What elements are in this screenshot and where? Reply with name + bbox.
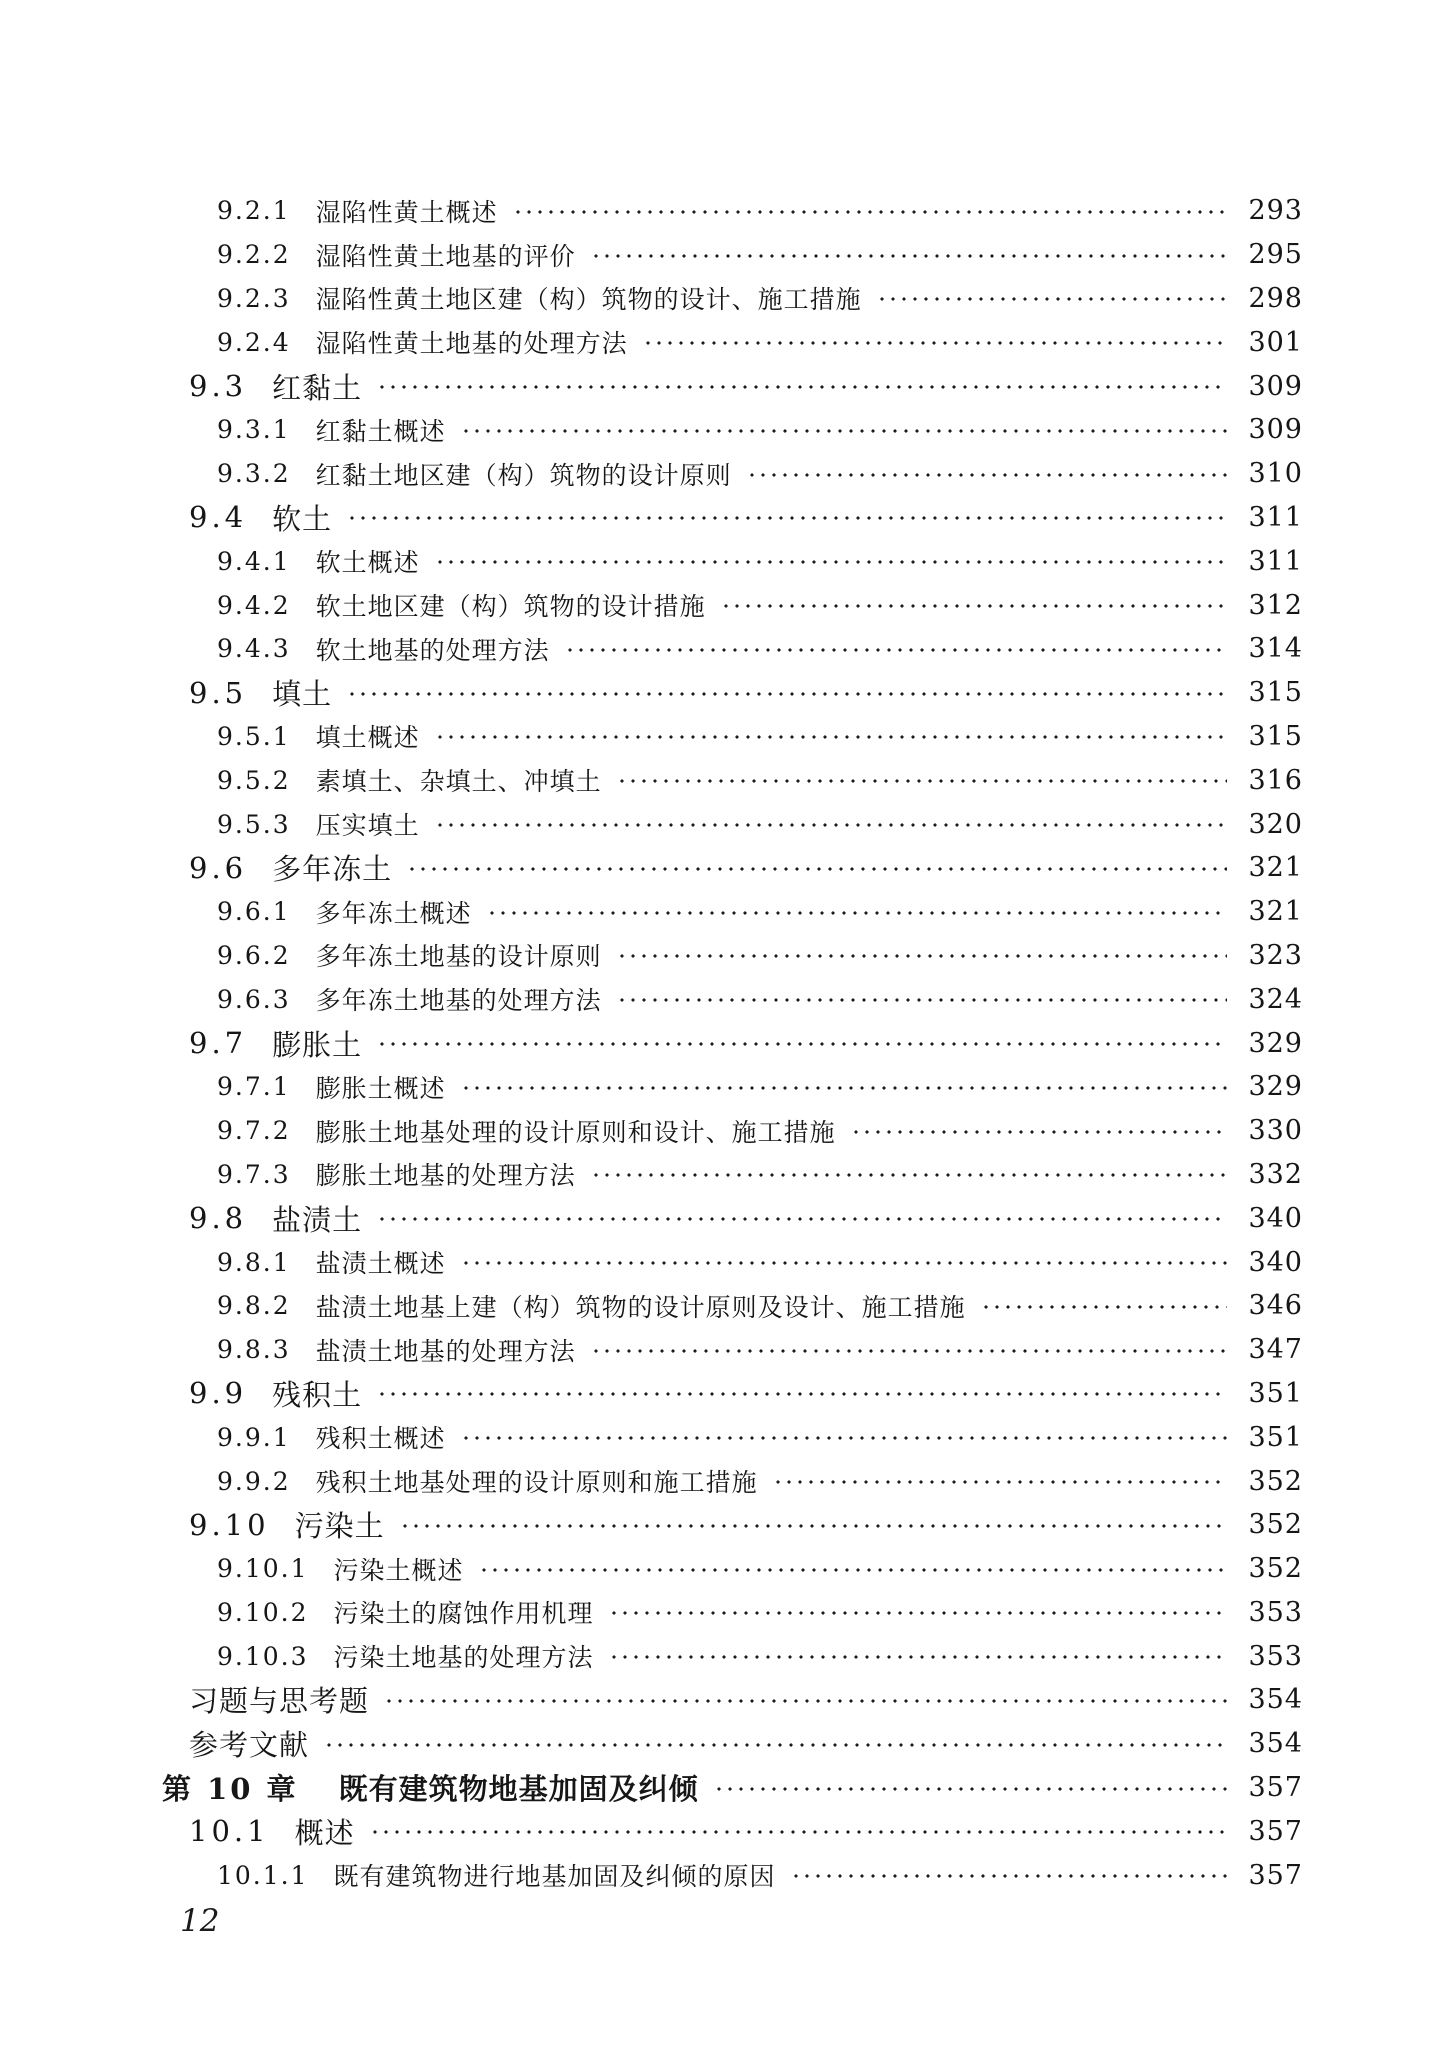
entry-title: 膨胀土概述 <box>315 1073 446 1103</box>
entry-page-number: 332 <box>1248 1158 1303 1190</box>
entry-title: 素填土、杂填土、冲填土 <box>315 767 602 797</box>
toc-entry <box>162 1459 1303 1503</box>
entry-title: 红黏土概述 <box>315 416 446 446</box>
dot-leader <box>378 1381 1227 1407</box>
toc-entry <box>162 802 1303 846</box>
entry-title: 污染土 <box>294 1509 385 1544</box>
entry-number: 9.9.2 <box>217 1466 291 1496</box>
entry-number: 9.4.2 <box>217 590 291 620</box>
entry-number: 9.6.3 <box>217 984 291 1014</box>
dot-leader <box>618 768 1227 794</box>
entry-number: 9.7 <box>189 1026 248 1061</box>
entry-number: 9.8.2 <box>217 1291 291 1321</box>
dot-leader <box>592 243 1227 269</box>
entry-page-number: 316 <box>1248 764 1303 796</box>
toc-entry <box>162 890 1303 934</box>
entry-title: 软土概述 <box>315 548 420 578</box>
dot-leader <box>378 1206 1227 1232</box>
entry-page-number: 309 <box>1248 370 1303 402</box>
entry-page-number: 312 <box>1248 589 1303 621</box>
entry-number: 9.6 <box>189 850 248 885</box>
dot-leader <box>401 1513 1227 1539</box>
entry-number: 9.3.2 <box>217 459 291 489</box>
toc-entry <box>162 1634 1303 1678</box>
entry-number: 9.10.1 <box>217 1554 309 1584</box>
entry-title: 既有建筑物地基加固及纠倾 <box>338 1772 699 1807</box>
entry-title: 软土 <box>272 501 333 536</box>
entry-number: 第 10 章 <box>162 1772 299 1807</box>
toc-entry <box>162 1678 1303 1722</box>
toc-entry <box>162 452 1303 496</box>
dot-leader <box>878 286 1227 312</box>
entry-title: 盐渍土 <box>272 1202 363 1237</box>
entry-number: 9.6.1 <box>217 897 291 927</box>
entry-number: 9.7.2 <box>217 1116 291 1146</box>
dot-leader <box>715 1776 1227 1802</box>
dot-leader <box>436 812 1227 838</box>
dot-leader <box>982 1294 1227 1320</box>
entry-number: 9.7.1 <box>217 1072 291 1102</box>
dot-leader <box>610 1644 1227 1670</box>
toc-entry <box>162 1547 1303 1591</box>
entry-page-number: 351 <box>1248 1421 1303 1453</box>
entry-page-number: 357 <box>1248 1815 1303 1847</box>
toc-entry <box>162 1415 1303 1459</box>
entry-page-number: 321 <box>1248 896 1303 928</box>
dot-leader <box>618 943 1227 969</box>
entry-title: 既有建筑物进行地基加固及纠倾的原因 <box>333 1862 776 1892</box>
entry-number: 9.2.4 <box>217 327 291 357</box>
entry-title: 污染土的腐蚀作用机理 <box>333 1599 594 1629</box>
footer-page-number: 12 <box>180 1903 220 1939</box>
entry-page-number: 352 <box>1248 1509 1303 1541</box>
entry-page-number: 340 <box>1248 1202 1303 1234</box>
entry-page-number: 309 <box>1248 414 1303 446</box>
entry-title: 湿陷性黄土地区建（构）筑物的设计、施工措施 <box>315 285 862 315</box>
toc-entry <box>162 583 1303 627</box>
dot-leader <box>436 549 1227 575</box>
toc-entry <box>162 364 1303 408</box>
dot-leader <box>774 1469 1227 1495</box>
toc-entry <box>162 539 1303 583</box>
entry-title: 湿陷性黄土地基的处理方法 <box>315 329 628 359</box>
entry-number: 9.8.1 <box>217 1247 291 1277</box>
dot-leader <box>566 637 1227 663</box>
entry-title: 软土地区建（构）筑物的设计措施 <box>315 592 706 622</box>
entry-title: 填土 <box>272 677 333 712</box>
entry-number: 9.3 <box>189 369 248 404</box>
toc-entry <box>162 671 1303 715</box>
entry-page-number: 324 <box>1248 983 1303 1015</box>
toc-list <box>0 189 1453 1897</box>
entry-page-number: 315 <box>1248 677 1303 709</box>
dot-leader <box>480 1557 1227 1583</box>
entry-page-number: 323 <box>1248 939 1303 971</box>
entry-title: 残积土地基处理的设计原则和施工措施 <box>315 1468 758 1497</box>
toc-entry <box>162 846 1303 890</box>
entry-title: 红黏土 <box>272 370 363 405</box>
entry-number: 9.7.3 <box>217 1159 291 1189</box>
entry-title: 填土概述 <box>315 723 420 753</box>
dot-leader <box>748 462 1227 488</box>
entry-number: 9.2.1 <box>217 196 291 226</box>
entry-page-number: 351 <box>1248 1377 1303 1409</box>
dot-leader <box>792 1863 1227 1889</box>
toc-entry <box>162 1153 1303 1197</box>
entry-page-number: 346 <box>1248 1290 1303 1322</box>
entry-title: 残积土 <box>272 1377 363 1412</box>
entry-page-number: 320 <box>1248 808 1303 840</box>
toc-entry <box>162 1809 1303 1853</box>
entry-title: 概述 <box>294 1815 355 1850</box>
toc-entry <box>162 1284 1303 1328</box>
entry-title: 盐渍土概述 <box>315 1249 446 1279</box>
entry-page-number: 311 <box>1248 545 1303 577</box>
entry-number: 9.10.3 <box>217 1641 309 1671</box>
dot-leader <box>371 1819 1227 1845</box>
dot-leader <box>618 987 1227 1013</box>
entry-number: 9.9.1 <box>217 1422 291 1452</box>
dot-leader <box>408 856 1227 882</box>
entry-page-number: 347 <box>1248 1334 1303 1366</box>
entry-number: 10.1 <box>189 1814 270 1849</box>
dot-leader <box>592 1162 1227 1188</box>
toc-entry <box>162 320 1303 364</box>
entry-page-number: 357 <box>1248 1772 1303 1804</box>
entry-number: 9.2.3 <box>217 283 291 313</box>
entry-number: 9.8 <box>189 1201 248 1236</box>
toc-entry <box>162 1196 1303 1240</box>
toc-entry <box>162 1503 1303 1547</box>
entry-title: 压实填土 <box>315 811 420 841</box>
toc-entry <box>162 1722 1303 1766</box>
entry-page-number: 295 <box>1248 239 1303 271</box>
dot-leader <box>462 1250 1227 1276</box>
entry-page-number: 354 <box>1248 1684 1303 1716</box>
dot-leader <box>348 505 1227 531</box>
dot-leader <box>462 1075 1227 1101</box>
toc-entry <box>162 1109 1303 1153</box>
entry-number: 9.8.3 <box>217 1335 291 1365</box>
entry-page-number: 340 <box>1248 1246 1303 1278</box>
entry-number: 9.6.2 <box>217 940 291 970</box>
toc-entry <box>162 1328 1303 1372</box>
entry-title: 膨胀土地基的处理方法 <box>315 1161 576 1191</box>
entry-page-number: 352 <box>1248 1553 1303 1585</box>
dot-leader <box>385 1688 1227 1714</box>
entry-number: 9.5.1 <box>217 721 291 751</box>
toc-entry <box>162 277 1303 321</box>
entry-title: 污染土概述 <box>333 1555 464 1585</box>
toc-entry <box>162 1766 1303 1810</box>
entry-title: 污染土地基的处理方法 <box>333 1643 594 1673</box>
entry-page-number: 329 <box>1248 1027 1303 1059</box>
entry-title: 膨胀土地基处理的设计原则和设计、施工措施 <box>315 1117 836 1147</box>
entry-page-number: 301 <box>1248 326 1303 358</box>
entry-number: 9.4.1 <box>217 546 291 576</box>
entry-number: 9.5 <box>189 675 248 710</box>
dot-leader <box>348 681 1227 707</box>
dot-leader <box>610 1600 1227 1626</box>
entry-title: 湿陷性黄土概述 <box>315 197 498 227</box>
entry-title: 湿陷性黄土地基的评价 <box>315 241 576 271</box>
dot-leader <box>514 199 1227 225</box>
toc-entry <box>162 496 1303 540</box>
toc-entry <box>162 977 1303 1021</box>
dot-leader <box>436 724 1227 750</box>
entry-title: 多年冻土地基的设计原则 <box>315 942 602 972</box>
entry-title: 盐渍土地基上建（构）筑物的设计原则及设计、施工措施 <box>315 1292 966 1322</box>
entry-page-number: 293 <box>1248 195 1303 227</box>
entry-number: 9.10.2 <box>217 1597 309 1627</box>
entry-title: 红黏土地区建（构）筑物的设计原则 <box>315 460 732 490</box>
toc-entry <box>162 1065 1303 1109</box>
toc-entry <box>162 715 1303 759</box>
entry-page-number: 315 <box>1248 720 1303 752</box>
entry-page-number: 311 <box>1248 501 1303 533</box>
toc-entry <box>162 1240 1303 1284</box>
entry-number: 9.4.3 <box>217 634 291 664</box>
entry-number: 9.4 <box>189 500 248 535</box>
entry-number: 9.5.3 <box>217 809 291 839</box>
entry-title: 残积土概述 <box>315 1424 446 1454</box>
toc-entry <box>162 408 1303 452</box>
entry-title: 参考文献 <box>189 1728 310 1763</box>
dot-leader <box>852 1119 1227 1145</box>
entry-page-number: 330 <box>1248 1115 1303 1147</box>
dot-leader <box>488 900 1227 926</box>
dot-leader <box>722 593 1227 619</box>
entry-page-number: 357 <box>1248 1859 1303 1891</box>
toc-entry <box>162 1021 1303 1065</box>
entry-title: 多年冻土地基的处理方法 <box>315 986 602 1016</box>
dot-leader <box>378 374 1227 400</box>
entry-number: 9.3.1 <box>217 415 291 445</box>
dot-leader <box>462 1425 1227 1451</box>
entry-page-number: 353 <box>1248 1640 1303 1672</box>
entry-title: 多年冻土 <box>272 852 393 887</box>
toc-entry <box>162 1372 1303 1416</box>
toc-entry <box>162 627 1303 671</box>
entry-page-number: 329 <box>1248 1071 1303 1103</box>
toc-entry <box>162 1853 1303 1897</box>
entry-page-number: 352 <box>1248 1465 1303 1497</box>
dot-leader <box>325 1732 1227 1758</box>
entry-page-number: 353 <box>1248 1596 1303 1628</box>
toc-entry <box>162 758 1303 802</box>
entry-page-number: 321 <box>1248 852 1303 884</box>
toc-entry <box>162 233 1303 277</box>
entry-number: 9.2.2 <box>217 240 291 270</box>
toc-entry <box>162 1591 1303 1635</box>
entry-title: 软土地基的处理方法 <box>315 635 550 665</box>
dot-leader <box>644 330 1227 356</box>
entry-title: 多年冻土概述 <box>315 898 472 928</box>
entry-page-number: 310 <box>1248 458 1303 490</box>
entry-page-number: 314 <box>1248 633 1303 665</box>
entry-page-number: 298 <box>1248 282 1303 314</box>
entry-page-number: 354 <box>1248 1728 1303 1760</box>
dot-leader <box>462 418 1227 444</box>
entry-number: 9.5.2 <box>217 765 291 795</box>
entry-number: 9.9 <box>189 1376 248 1411</box>
entry-title: 膨胀土 <box>272 1027 363 1062</box>
entry-number: 9.10 <box>189 1507 270 1542</box>
toc-entry <box>162 189 1303 233</box>
dot-leader <box>378 1031 1227 1057</box>
dot-leader <box>592 1338 1227 1364</box>
entry-title: 习题与思考题 <box>189 1684 370 1719</box>
toc-entry <box>162 934 1303 978</box>
entry-number: 10.1.1 <box>217 1860 309 1890</box>
entry-title: 盐渍土地基的处理方法 <box>315 1336 576 1366</box>
